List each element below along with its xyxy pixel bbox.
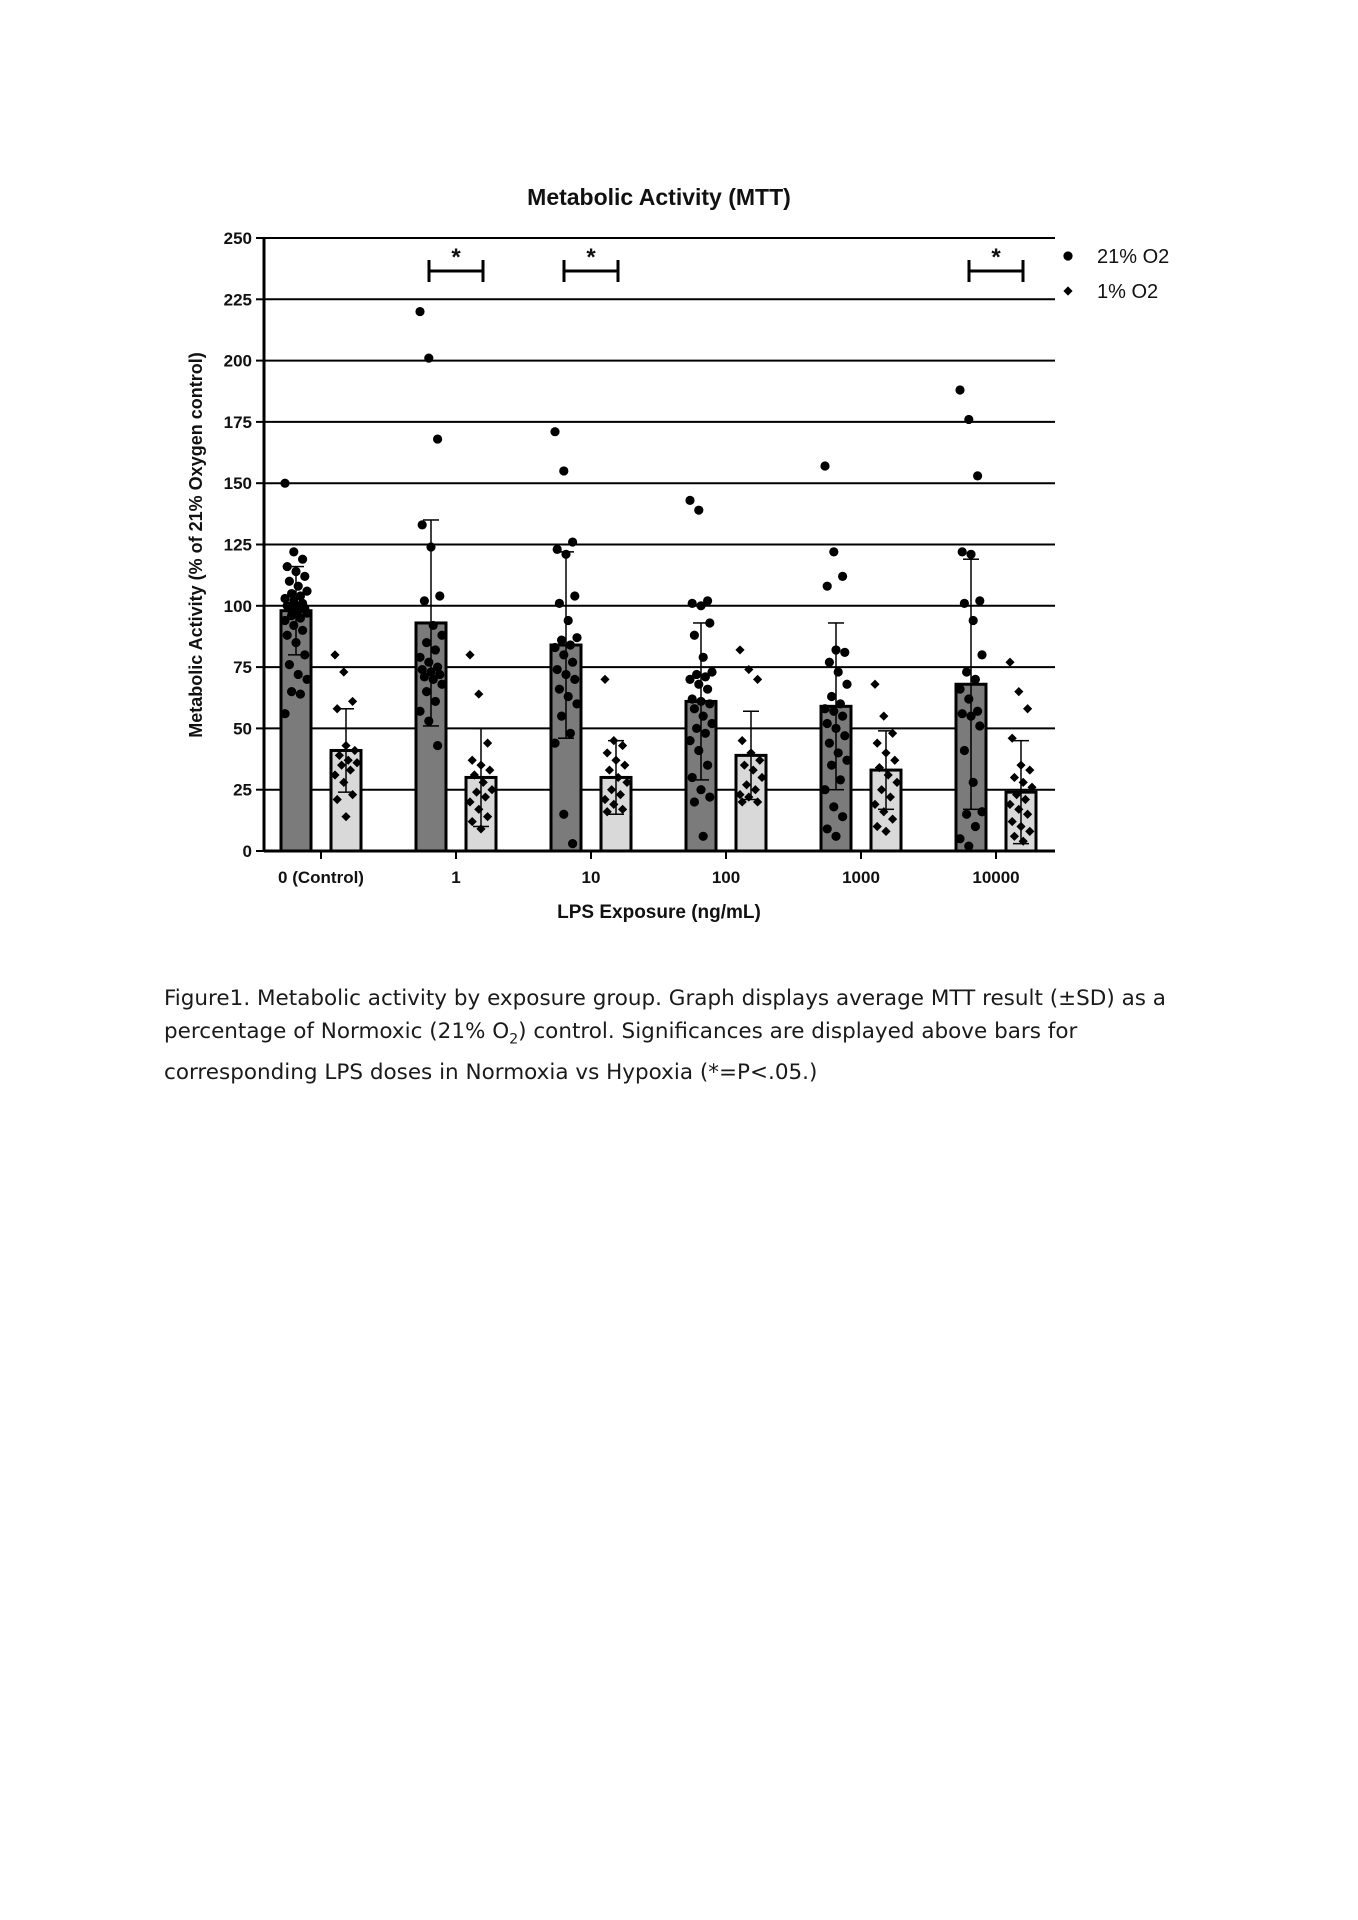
point-hypoxia (1025, 765, 1034, 774)
point-normoxia (834, 748, 843, 757)
point-normoxia (280, 616, 289, 625)
point-normoxia (705, 699, 714, 708)
chart-title: Metabolic Activity (MTT) (527, 184, 791, 210)
point-hypoxia (485, 765, 494, 774)
point-normoxia (699, 712, 708, 721)
point-normoxia (553, 545, 562, 554)
point-hypoxia (1019, 778, 1028, 787)
x-tick-label: 10000 (972, 868, 1020, 887)
point-normoxia (561, 670, 570, 679)
point-normoxia (559, 810, 568, 819)
point-normoxia (685, 496, 694, 505)
point-normoxia (701, 729, 710, 738)
point-normoxia (561, 550, 570, 559)
y-tick-label: 75 (233, 658, 252, 678)
point-normoxia (422, 638, 431, 647)
point-normoxia (283, 631, 292, 640)
point-normoxia (688, 599, 697, 608)
point-hypoxia (881, 748, 890, 757)
point-hypoxia (890, 756, 899, 765)
point-hypoxia (879, 712, 888, 721)
point-normoxia (555, 599, 564, 608)
point-normoxia (692, 724, 701, 733)
point-normoxia (842, 756, 851, 765)
point-normoxia (840, 731, 849, 740)
point-normoxia (550, 427, 559, 436)
point-normoxia (431, 697, 440, 706)
point-hypoxia (735, 645, 744, 654)
point-normoxia (298, 555, 307, 564)
caption-text-part-2: ) control. Significances are displayed above bars for corresponding LPS doses in Normoxia vs Hypoxia (*=P<.05.) (164, 1019, 1078, 1086)
point-normoxia (424, 354, 433, 363)
point-normoxia (300, 650, 309, 659)
x-axis-label: LPS Exposure (ng/mL) (557, 902, 761, 923)
point-normoxia (836, 775, 845, 784)
point-normoxia (838, 712, 847, 721)
point-normoxia (964, 841, 973, 850)
significance-star: * (586, 244, 596, 271)
point-hypoxia (468, 756, 477, 765)
point-normoxia (690, 704, 699, 713)
point-hypoxia (605, 765, 614, 774)
y-tick-label: 100 (223, 596, 252, 616)
point-normoxia (570, 591, 579, 600)
point-normoxia (300, 572, 309, 581)
point-normoxia (703, 685, 712, 694)
point-normoxia (707, 719, 716, 728)
point-normoxia (958, 709, 967, 718)
point-normoxia (823, 719, 832, 728)
point-normoxia (572, 633, 581, 642)
point-normoxia (971, 675, 980, 684)
error-bars (288, 520, 1029, 844)
point-normoxia (975, 721, 984, 730)
point-normoxia (685, 675, 694, 684)
point-normoxia (820, 785, 829, 794)
point-normoxia (973, 471, 982, 480)
point-hypoxia (339, 667, 348, 676)
point-normoxia (840, 648, 849, 657)
point-hypoxia (1008, 734, 1017, 743)
point-normoxia (823, 824, 832, 833)
point-hypoxia (611, 756, 620, 765)
point-hypoxia (609, 736, 618, 745)
y-tick-label: 150 (223, 474, 252, 494)
point-normoxia (838, 812, 847, 821)
point-normoxia (690, 797, 699, 806)
point-normoxia (418, 520, 427, 529)
point-normoxia (294, 670, 303, 679)
point-normoxia (296, 689, 305, 698)
y-tick-label: 225 (223, 290, 252, 310)
x-tick-label: 100 (711, 868, 741, 887)
y-tick-label: 200 (223, 351, 252, 371)
point-normoxia (285, 660, 294, 669)
point-hypoxia (330, 650, 339, 659)
point-normoxia (294, 582, 303, 591)
point-normoxia (568, 537, 577, 546)
point-normoxia (429, 621, 438, 630)
point-normoxia (834, 667, 843, 676)
point-normoxia (688, 694, 697, 703)
point-normoxia (431, 645, 440, 654)
significance-star: * (991, 244, 1001, 271)
point-normoxia (557, 712, 566, 721)
y-axis-label: Metabolic Activity (% of 21% Oxygen control) (186, 352, 206, 738)
point-normoxia (955, 685, 964, 694)
point-normoxia (966, 712, 975, 721)
point-normoxia (975, 596, 984, 605)
point-normoxia (289, 621, 298, 630)
point-normoxia (564, 692, 573, 701)
point-normoxia (962, 810, 971, 819)
legend-marker-circle (1063, 251, 1072, 260)
point-normoxia (829, 547, 838, 556)
point-normoxia (969, 778, 978, 787)
point-normoxia (823, 582, 832, 591)
y-tick-label: 175 (223, 412, 252, 432)
point-normoxia (415, 707, 424, 716)
point-hypoxia (618, 741, 627, 750)
point-normoxia (836, 699, 845, 708)
point-hypoxia (1016, 761, 1025, 770)
point-normoxia (829, 802, 838, 811)
point-normoxia (964, 694, 973, 703)
point-normoxia (415, 653, 424, 662)
point-normoxia (424, 658, 433, 667)
point-normoxia (424, 716, 433, 725)
point-normoxia (564, 616, 573, 625)
point-normoxia (559, 466, 568, 475)
point-hypoxia (348, 697, 357, 706)
point-normoxia (572, 699, 581, 708)
point-normoxia (962, 667, 971, 676)
point-normoxia (435, 591, 444, 600)
point-normoxia (426, 542, 435, 551)
point-normoxia (296, 613, 305, 622)
point-normoxia (827, 692, 836, 701)
point-normoxia (842, 680, 851, 689)
point-normoxia (283, 562, 292, 571)
point-hypoxia (465, 650, 474, 659)
point-normoxia (699, 832, 708, 841)
x-tick-label: 10 (581, 868, 601, 887)
point-normoxia (703, 761, 712, 770)
point-normoxia (964, 415, 973, 424)
point-normoxia (694, 680, 703, 689)
caption-subscript: 2 (509, 1031, 519, 1048)
point-normoxia (302, 675, 311, 684)
point-normoxia (694, 746, 703, 755)
point-hypoxia (753, 675, 762, 684)
point-normoxia (831, 832, 840, 841)
point-normoxia (298, 626, 307, 635)
point-normoxia (696, 697, 705, 706)
point-normoxia (550, 739, 559, 748)
point-normoxia (433, 741, 442, 750)
y-tick-label: 0 (242, 842, 252, 861)
point-normoxia (958, 547, 967, 556)
point-normoxia (550, 643, 559, 652)
point-normoxia (971, 822, 980, 831)
point-normoxia (555, 685, 564, 694)
point-hypoxia (600, 675, 609, 684)
caption-text-part-1: Figure1. Metabolic activity by exposure group. Graph displays average MTT result (±SD) as a percentage of Normoxic (21% O (164, 986, 1166, 1044)
point-hypoxia (603, 748, 612, 757)
y-tick-label: 125 (223, 535, 252, 555)
point-normoxia (291, 638, 300, 647)
point-normoxia (420, 672, 429, 681)
point-normoxia (437, 680, 446, 689)
point-normoxia (955, 834, 964, 843)
point-normoxia (291, 567, 300, 576)
x-tick-label: 1 (451, 868, 461, 887)
point-normoxia (699, 653, 708, 662)
point-normoxia (568, 839, 577, 848)
point-hypoxia (1005, 658, 1014, 667)
point-normoxia (289, 547, 298, 556)
point-hypoxia (1010, 773, 1019, 782)
point-normoxia (831, 724, 840, 733)
point-normoxia (955, 385, 964, 394)
y-tick-label: 250 (223, 229, 252, 248)
bars (281, 611, 1036, 851)
point-normoxia (685, 736, 694, 745)
point-hypoxia (483, 739, 492, 748)
point-hypoxia (474, 689, 483, 698)
point-normoxia (420, 596, 429, 605)
point-normoxia (820, 461, 829, 470)
point-normoxia (696, 785, 705, 794)
y-tick-label: 25 (233, 780, 252, 800)
legend-marker-diamond (1063, 286, 1072, 295)
point-hypoxia (476, 761, 485, 770)
point-normoxia (694, 506, 703, 515)
point-normoxia (429, 675, 438, 684)
point-normoxia (701, 672, 710, 681)
point-normoxia (280, 479, 289, 488)
point-normoxia (553, 665, 562, 674)
point-hypoxia (870, 680, 879, 689)
point-normoxia (960, 599, 969, 608)
point-normoxia (690, 631, 699, 640)
point-hypoxia (620, 761, 629, 770)
gridlines (264, 238, 1055, 790)
point-normoxia (838, 572, 847, 581)
point-normoxia (825, 658, 834, 667)
figure-caption (164, 982, 1214, 1089)
point-normoxia (570, 675, 579, 684)
point-normoxia (966, 550, 975, 559)
point-hypoxia (341, 741, 350, 750)
x-tick-label: 1000 (842, 868, 880, 887)
point-normoxia (437, 631, 446, 640)
data-points (280, 307, 1036, 851)
point-normoxia (705, 618, 714, 627)
legend-label: 1% O2 (1097, 281, 1159, 303)
point-normoxia (566, 640, 575, 649)
point-normoxia (820, 704, 829, 713)
significance-star: * (451, 244, 461, 271)
point-normoxia (415, 307, 424, 316)
point-hypoxia (873, 739, 882, 748)
point-normoxia (566, 729, 575, 738)
point-normoxia (960, 746, 969, 755)
point-normoxia (827, 761, 836, 770)
point-normoxia (422, 687, 431, 696)
point-normoxia (688, 773, 697, 782)
point-normoxia (557, 636, 566, 645)
point-normoxia (829, 707, 838, 716)
point-hypoxia (1014, 687, 1023, 696)
point-normoxia (559, 650, 568, 659)
point-normoxia (969, 616, 978, 625)
point-normoxia (433, 434, 442, 443)
y-tick-label: 50 (233, 719, 252, 739)
point-normoxia (977, 650, 986, 659)
point-hypoxia (738, 736, 747, 745)
point-normoxia (977, 807, 986, 816)
point-normoxia (825, 739, 834, 748)
point-normoxia (705, 792, 714, 801)
significance-brackets (429, 244, 1023, 282)
point-normoxia (568, 658, 577, 667)
point-normoxia (285, 577, 294, 586)
legend (1063, 246, 1169, 303)
point-normoxia (287, 687, 296, 696)
point-normoxia (280, 709, 289, 718)
point-hypoxia (1023, 704, 1032, 713)
x-tick-label: 0 (Control) (278, 868, 364, 887)
point-normoxia (831, 645, 840, 654)
point-hypoxia (333, 704, 342, 713)
point-normoxia (696, 601, 705, 610)
legend-label: 21% O2 (1097, 246, 1170, 268)
point-hypoxia (888, 729, 897, 738)
